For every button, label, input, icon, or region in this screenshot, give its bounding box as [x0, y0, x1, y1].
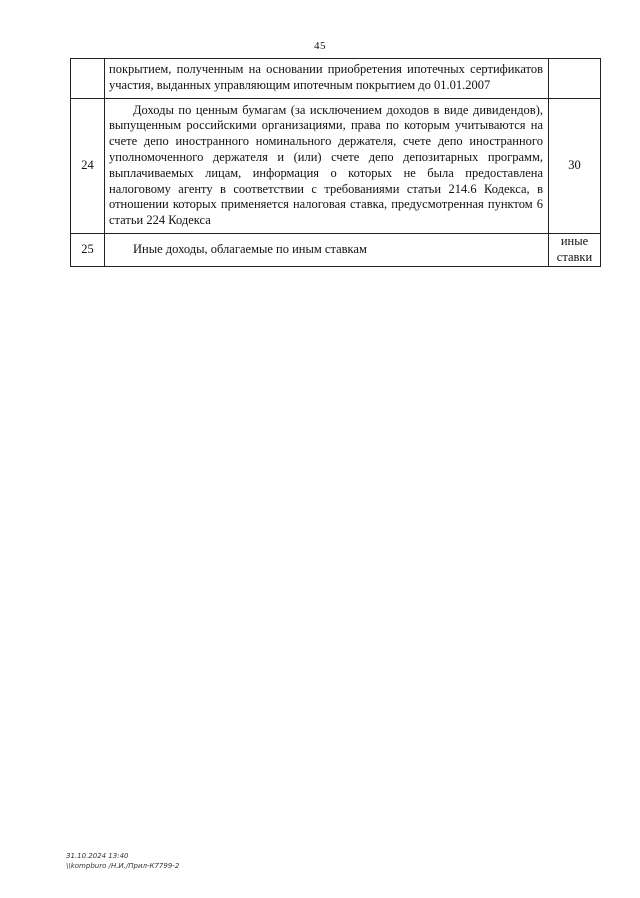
row-number-cell: 25 [71, 233, 105, 266]
income-rates-table [70, 58, 601, 267]
table-row [71, 233, 601, 266]
row-rate-cell [549, 59, 601, 99]
footer-path: \\kompburo /Н.И./Прил-К7799-2 [66, 862, 180, 870]
row-rate-cell: 30 [549, 98, 601, 233]
row-description-text: Иные доходы, облагаемые по иным ставкам [133, 241, 367, 256]
row-description-cell: покрытием, полученным на основании приобретения ипотечных сертификатов участия, выданных управляющим ипотечным покрытием до 01.01.2007 [105, 59, 549, 99]
document-footer [66, 851, 179, 871]
table-row [71, 59, 601, 99]
row-number-cell: 24 [71, 98, 105, 233]
row-description-cell [105, 98, 549, 233]
table-row [71, 98, 601, 233]
page-number: 45 [314, 40, 326, 52]
row-number-cell [71, 59, 105, 99]
row-rate-cell: иные ставки [549, 233, 601, 266]
row-description-cell [105, 233, 549, 266]
row-description-text: Доходы по ценным бумагам (за исключением доходов в виде дивидендов), выпущенным российскими организациями, права по которым учитываются на счете депо иностранного номинального держателя, счете депо иностранного уполномоченного держателя и (или) счете депо депозитарных программ, выплачиваемых лицам, информация о которых не была предоставлена налоговому агенту в соответствии с требованиями статьи 214.6 Кодекса, в отношении которых применяется налоговая ставка, предусмотренная пунктом 6 статьи 224 Кодекса [109, 102, 543, 228]
footer-timestamp: 31.10.2024 13:40 [66, 852, 129, 860]
